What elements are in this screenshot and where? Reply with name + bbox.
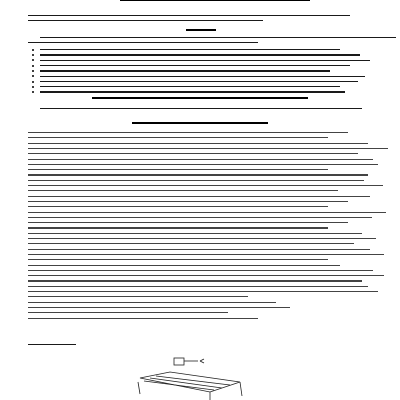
bullet-text-line <box>40 86 340 87</box>
body-text-line <box>28 180 364 181</box>
bullet-marker <box>32 65 34 67</box>
body-text-line <box>28 259 328 260</box>
bullet-text-line <box>40 76 365 77</box>
bullet-text-line <box>40 65 350 66</box>
body-text-line <box>28 148 388 149</box>
body-text-line <box>28 164 378 165</box>
subheading <box>132 122 268 124</box>
body-text-line <box>28 312 228 313</box>
body-text-line <box>28 143 368 144</box>
bullet-marker <box>32 49 34 51</box>
body-text-line <box>28 318 258 319</box>
body-text-line <box>28 275 384 276</box>
body-text-line <box>28 270 373 271</box>
body-text-line <box>28 222 348 223</box>
bullet-marker <box>32 75 34 77</box>
body-text-line <box>28 265 340 266</box>
body-text-line <box>28 201 348 202</box>
body-text-line <box>28 185 383 186</box>
bullet-marker <box>32 81 34 83</box>
bullet-text-line <box>40 91 345 92</box>
body-text-line <box>28 190 338 191</box>
bullet-marker <box>32 70 34 72</box>
body-text-line <box>28 280 362 281</box>
body-text-line <box>28 238 376 239</box>
bullet-marker <box>32 54 34 56</box>
body-text-line <box>28 249 370 250</box>
bullet-marker <box>32 91 34 93</box>
body-text-line <box>28 286 368 287</box>
body-text-line <box>28 243 354 244</box>
body-text-line <box>28 132 348 133</box>
figure-caption <box>28 344 76 345</box>
body-text-line <box>28 254 384 255</box>
section-intro-line <box>40 108 362 109</box>
body-text-line <box>28 196 370 197</box>
bullet-text-line <box>40 49 340 50</box>
bullet-marker <box>32 86 34 88</box>
body-text-line <box>28 307 290 308</box>
bullet-text-line <box>40 60 370 61</box>
body-text-line <box>28 159 373 160</box>
body-text-line <box>28 169 328 170</box>
bullet-text-line <box>40 54 360 55</box>
body-text-line <box>28 217 372 218</box>
body-text-line <box>28 291 378 292</box>
header-rule <box>120 0 310 1</box>
section-heading-2 <box>92 97 308 99</box>
body-text-line <box>28 153 358 154</box>
body-text-line <box>28 174 368 175</box>
bullet-text-line <box>40 81 358 82</box>
diagram-figure <box>130 348 280 400</box>
bullet-text-line <box>40 70 330 71</box>
bullet-marker <box>32 59 34 61</box>
body-text-line <box>28 296 248 297</box>
body-text-line <box>28 233 362 234</box>
body-text-line <box>28 227 328 228</box>
body-text-line <box>28 206 328 207</box>
section-heading <box>186 29 216 31</box>
body-text-line <box>28 302 276 303</box>
body-text-line <box>28 137 328 138</box>
body-text-line <box>28 212 386 213</box>
